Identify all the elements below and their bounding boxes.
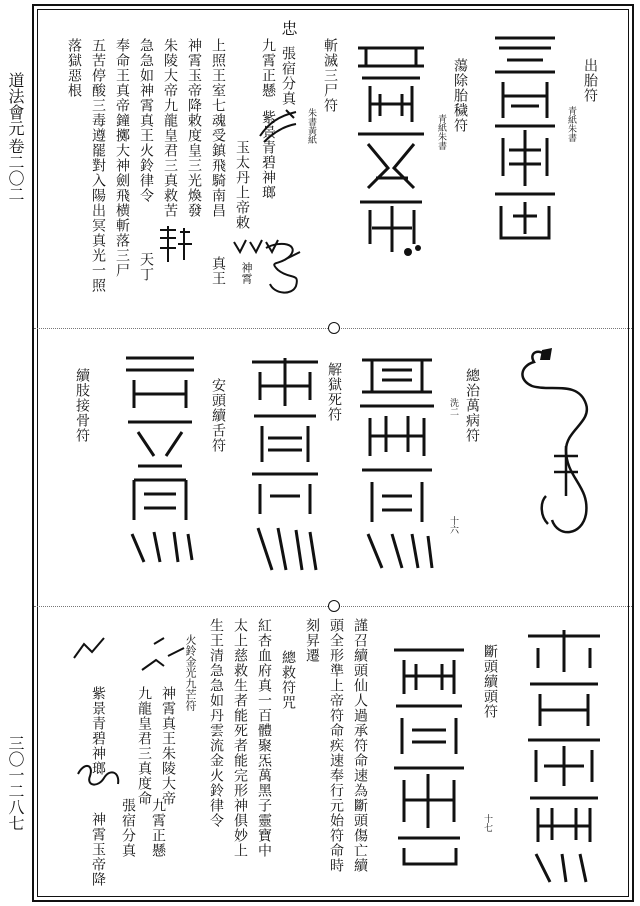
bot-col7-line1: 紫景青碧神瑯	[90, 686, 106, 776]
top-col4-sub: 張宿分真	[280, 46, 296, 106]
bot-page-mark: 十七	[482, 814, 492, 832]
talisman-xuzhi	[118, 346, 202, 570]
top-col5-line2: 紫景青碧神瑯	[260, 110, 276, 200]
talisman-zhan-mid	[506, 346, 594, 542]
top-col9-line2: 五苦停酸三毒遵罷對入陽出冥真光一照	[90, 38, 106, 293]
bot-col4-line1: 紅杏血府真一百體聚炁萬黑子靈寶中	[256, 618, 272, 858]
binding-notch-1	[328, 322, 340, 334]
bot-col4-line2: 太上慈救生者能死者能完形神俱妙上	[232, 618, 248, 858]
bot-col8-line2: 神霄玉帝降	[90, 812, 106, 887]
top-col9-line3: 落獄惡根	[66, 38, 82, 98]
top-col6-line2: 上照王室七魂受鎮飛騎南昌	[210, 38, 226, 218]
bot-col6-line2: 九龍皇君三真度命	[136, 686, 152, 806]
volume-label: 卷二〇二	[6, 138, 25, 202]
page-number: 三〇一二八七	[6, 735, 25, 831]
top-col9-line1: 奉命王真帝鐘擲大神劍飛横斬落三尸	[114, 38, 130, 278]
talisman-antou	[244, 350, 326, 580]
bot-col1-title: 斷頭續頭符	[482, 644, 498, 719]
top-col2-note: 青紙朱書	[436, 114, 446, 150]
top-col7-line1: 神霄玉帝降敕度皇三光煥發	[186, 38, 202, 218]
talisman-scribble-bottom	[74, 754, 124, 794]
talisman-loong-mark	[70, 634, 110, 664]
talisman-jieyu	[352, 346, 442, 578]
top-col1-note: 青紙朱書	[566, 106, 576, 142]
bot-col5-line2: 火鈴金光九芒符	[184, 634, 197, 711]
bot-col7-line2: 張宿分真	[120, 798, 136, 858]
top-col5-line1: 九霄正懸	[260, 38, 276, 98]
bot-col3-title: 總救符咒	[280, 650, 296, 710]
talisman-duantou	[520, 622, 608, 888]
bot-col2-line1: 謹召續頭仙人過承符命速為斷頭傷亡續	[352, 618, 368, 873]
mid-col2-title: 解獄死符	[326, 362, 342, 422]
top-col1-title: 出胎符	[582, 58, 598, 103]
bot-col8-line1: 九霄正懸	[150, 798, 166, 858]
top-col2-title: 蕩除胎穢符	[452, 58, 468, 133]
bot-col6-line1: 神霄真王朱陵大帝	[160, 686, 176, 806]
bot-col2-line3: 刻昇遷	[304, 618, 320, 663]
talisman-zhan-top	[154, 222, 194, 266]
book-title: 道法會元	[6, 72, 25, 136]
top-seal-note: 神霄	[240, 262, 253, 284]
talisman-xutou	[386, 638, 472, 870]
bot-col5-line1: 生王清急急如丹雲流金火鈴律令	[208, 618, 224, 828]
talisman-ticks-bottom	[134, 630, 194, 680]
top-col7-line2: 真王	[210, 256, 226, 286]
top-col6-line1: 玉太丹上帝敕	[234, 140, 250, 230]
top-col4-title: 忠	[279, 20, 298, 37]
mid-col3-title: 安頭續舌符	[210, 378, 226, 453]
talisman-ticks	[230, 234, 290, 260]
talisman-sword-mark	[256, 106, 300, 146]
mid-col1-title: 總治萬病符	[464, 368, 480, 443]
mid-col1-note: 洗二	[448, 398, 458, 416]
mid-page-mark: 十六	[448, 516, 458, 534]
bot-col2-line2: 頭全形準上帝符命疾速奉行元始符命時	[328, 618, 344, 873]
top-col3-note: 朱書黃紙	[306, 108, 316, 144]
mid-col4-title: 續肢接骨符	[74, 368, 90, 443]
page-frame	[32, 4, 634, 902]
talisman-dangchu	[352, 38, 430, 264]
talisman-chutai	[489, 26, 561, 248]
top-col3-title: 斬滅三尸符	[322, 38, 338, 113]
top-col8-line2: 急急如神霄真王火鈴律令	[138, 38, 154, 203]
binding-notch-2	[328, 600, 340, 612]
top-col8-line1: 朱陵大帝九龍皇君三真救苦	[162, 38, 178, 218]
top-col8-line3: 天丁	[138, 252, 154, 282]
